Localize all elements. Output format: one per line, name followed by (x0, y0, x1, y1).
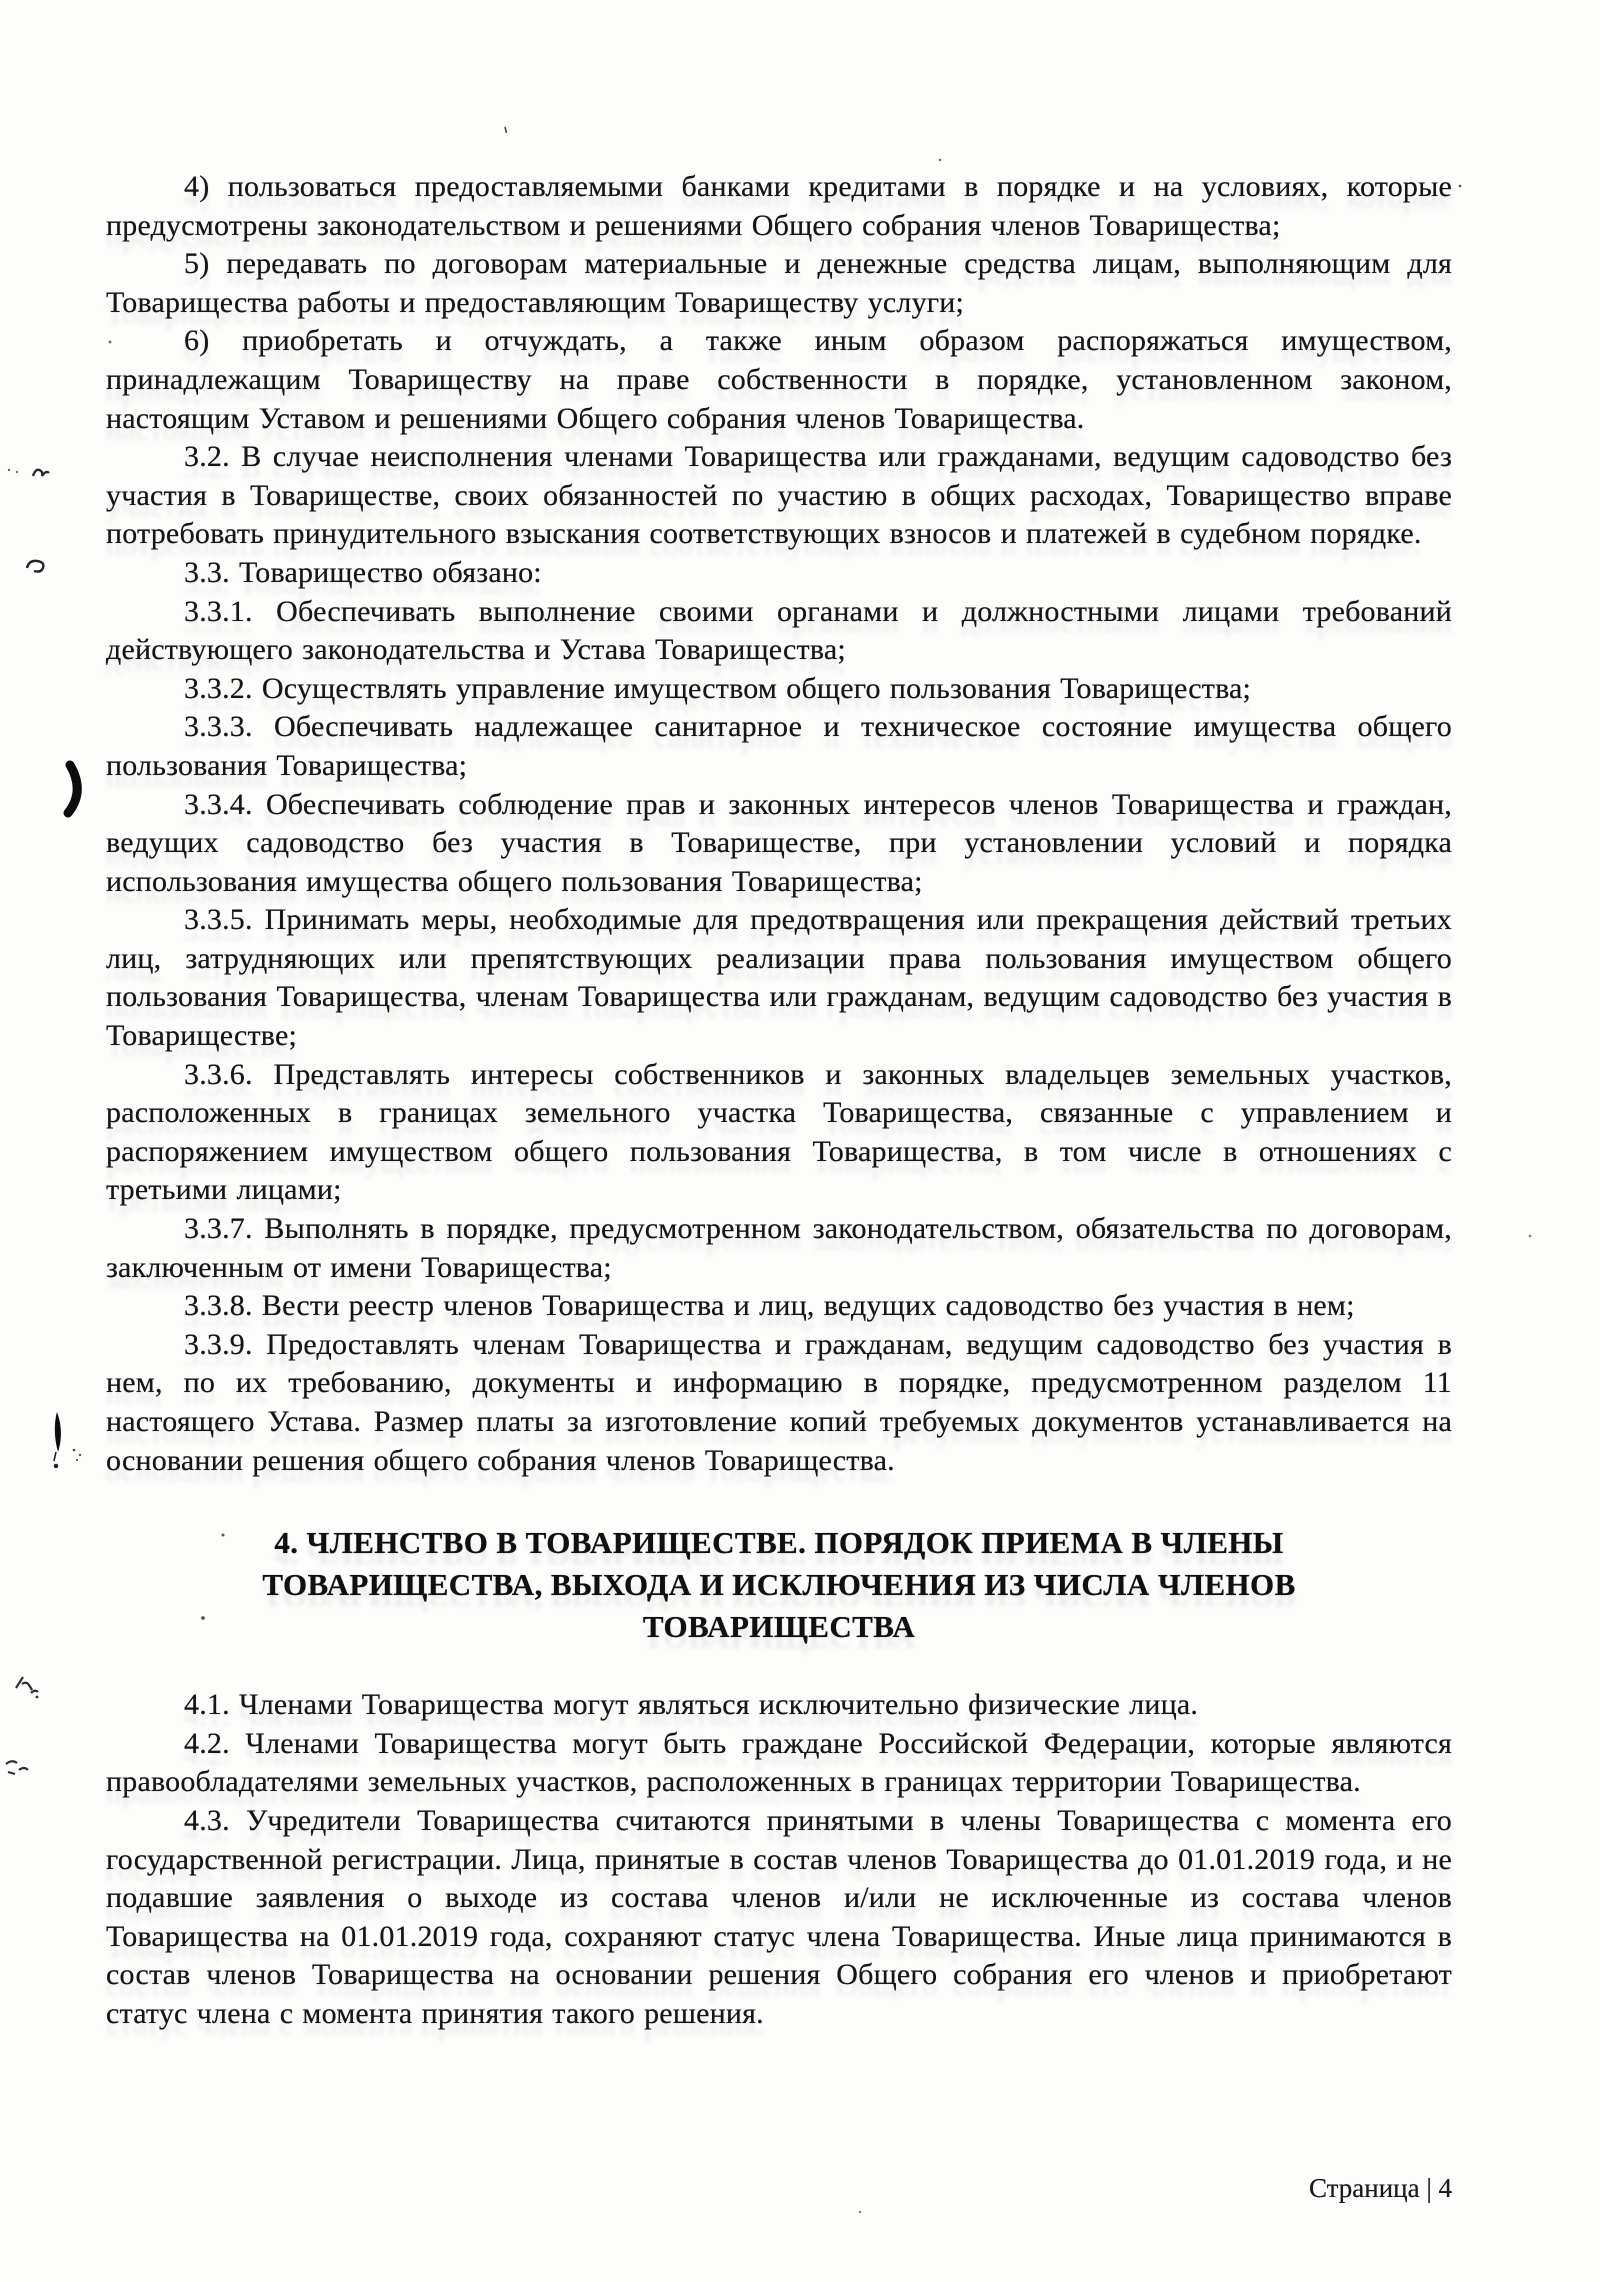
section-4-heading-line-3: ТОВАРИЩЕСТВА (642, 1609, 916, 1645)
paragraph-3-3-1: 3.3.1. Обеспечивать выполнение своими органами и должностными лицами требований действующего законодательства и Устава Товарищества; (106, 594, 1452, 667)
paragraph-3-3-3: 3.3.3. Обеспечивать надлежащее санитарное и техническое состояние имущества общего пользования Товарищества; (106, 710, 1452, 782)
ink-smudge-icon (8, 469, 49, 476)
ink-curl-icon (27, 561, 43, 572)
paragraph-3-3-7: 3.3.7. Выполнять в порядке, предусмотренном законодательством, обязательства по договорам, заключенным от имени Товарищества; (106, 1212, 1452, 1284)
paragraph-3-3-8: 3.3.8. Вести реестр членов Товарищества и лиц, ведущих садоводство без участия в нем; (184, 1289, 1355, 1323)
paragraph-4-1: 4.1. Членами Товарищества могут являться исключительно физические лица. (184, 1688, 1199, 1722)
paragraph-3-3-4: 3.3.4. Обеспечивать соблюдение прав и законных интересов членов Товарищества и граждан, ведущих садоводство без участия в Товариществе, при установлении условий и порядка использования имущества общего пользования Товарищества; (106, 787, 1452, 898)
section-4-heading-line-1: 4. ЧЛЕНСТВО В ТОВАРИЩЕСТВЕ. ПОРЯДОК ПРИЕМА В ЧЛЕНЫ (274, 1525, 1284, 1561)
margin-scribble-2-icon (6, 1761, 28, 1774)
ink-blot-icon (68, 765, 77, 813)
paragraph-4-3: 4.3. Учредители Товарищества считаются принятыми в члены Товарищества с момента его государственной регистрации. Лица, принятые в состав членов Товарищества до 01.01.2019 года, и не подавшие заявления о выходе из состава членов и/или не исключенные из состава членов Товарищества на 01.01.2019 года, сохраняют статус члена Товарищества. Иные лица принимаются в состав членов Товарищества на основании решения Общего собрания его членов и приобретают статус члена с момента принятия такого решения. (106, 1803, 1452, 2030)
paragraph-3-3-2: 3.3.2. Осуществлять управление имуществом общего пользования Товарищества; (184, 671, 1252, 705)
paragraph-3-3-6: 3.3.6. Представлять интересы собственников и законных владельцев земельных участков, расположенных в границах земельного участка Товарищества, связанные с управлением и распоряжением имуществом общего пользования Товарищества, в том числе в отношениях с третьими лицами; (106, 1057, 1452, 1207)
section-4-heading-line-2: ТОВАРИЩЕСТВА, ВЫХОДА И ИСКЛЮЧЕНИЯ ИЗ ЧИСЛА ЧЛЕНОВ (262, 1567, 1296, 1603)
paragraph-3-3: 3.3. Товарищество обязано: (184, 555, 542, 589)
paragraph-3-3-5: 3.3.5. Принимать меры, необходимые для предотвращения или прекращения действий третьих лиц, затрудняющих или препятствующих реализации права пользования имуществом общего пользования Товарищества, членам Товарищества или гражданам, ведущим садоводство без участия в Товариществе; (106, 903, 1452, 1053)
pen-dagger-mark-icon (54, 1412, 81, 1468)
paragraph-4-2: 4.2. Членами Товарищества могут быть граждане Российской Федерации, которые являются правообладателями земельных участков, расположенных в границах территории Товарищества. (106, 1726, 1452, 1799)
paragraph-3-2: 3.2. В случае неисполнения членами Товарищества или гражданами, ведущим садоводство без участия в Товариществе, своих обязанностей по участию в общих расходах, Товарищество вправе потребовать принудительного взыскания соответствующих взносов и платежей в судебном порядке. (106, 440, 1452, 551)
paragraph-clause-5: 5) передавать по договорам материальные и денежные средства лицам, выполняющим для Товарищества работы и предоставляющим Товариществу услуги; (106, 247, 1452, 319)
document-body (106, 168, 1452, 2034)
paragraph-clause-4: 4) пользоваться предоставляемыми банками кредитами в порядке и на условиях, которые предусмотрены законодательством и решениями Общего собрания членов Товарищества; (106, 170, 1452, 242)
paragraph-clause-6: 6) приобретать и отчуждать, а также иным образом распоряжаться имуществом, принадлежащим Товариществу на праве собственности в порядке, установленном законом, настоящим Уставом и решениями Общего собрания членов Товарищества. (106, 324, 1452, 435)
page-number: Страница | 4 (1308, 2173, 1452, 2203)
paragraph-3-3-9: 3.3.9. Предоставлять членам Товарищества и гражданам, ведущим садоводство без участия в нем, по их требованию, документы и информацию в порядке, предусмотренном разделом 11 настоящего Устава. Размер платы за изготовление копий требуемых документов устанавливается на основании решения общего собрания членов Товарищества. (106, 1327, 1452, 1477)
section-4-heading (106, 1522, 1452, 1648)
margin-scribble-icon (16, 1677, 38, 1698)
